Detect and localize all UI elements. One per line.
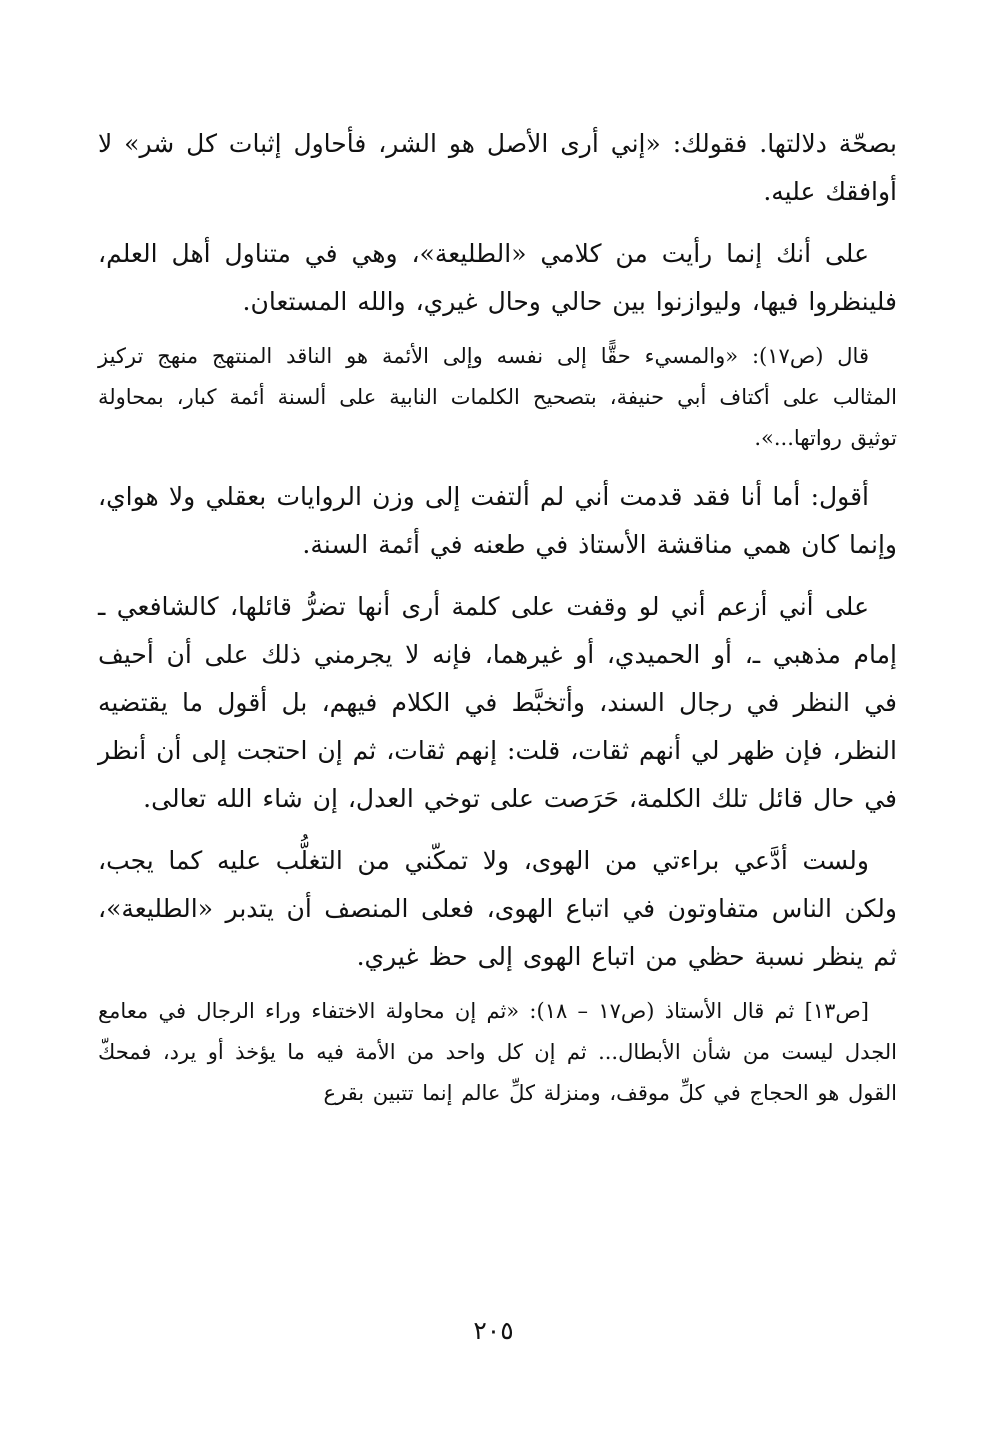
quote-paragraph-7: [ص١٣] ثم قال الأستاذ (ص١٧ – ١٨): «ثم إن محاولة الاختفاء وراء الرجال في معامع الجدل ليست من شأن الأبطال... ثم إن كل واحد من الأمة فيه ما يؤخذ أو يرد، فمحكّ القول هو الحجاج في كلِّ موقف، ومنزلة كلِّ عالم إنما تتبين بقرع xyxy=(98,999,897,1105)
paragraph-6: ولست أدَّعي براءتي من الهوى، ولا تمكّني من التغلُّب عليه كما يجب، ولكن الناس متفاوتون في اتباع الهوى، فعلى المنصف أن يتدبر «الطليعة»، ثم ينظر نسبة حظي من اتباع الهوى إلى حظ غيري. xyxy=(98,846,897,971)
paragraph-4: أقول: أما أنا فقد قدمت أني لم ألتفت إلى وزن الروايات بعقلي ولا هواي، وإنما كان همي مناقشة الأستاذ في طعنه في أئمة السنة. xyxy=(98,482,897,559)
page-body xyxy=(98,120,897,1114)
paragraph-2: على أنك إنما رأيت من كلامي «الطليعة»، وهي في متناول أهل العلم، فلينظروا فيها، وليوازنوا بين حالي وحال غيري، والله المستعان. xyxy=(98,239,897,316)
quote-paragraph-3: قال (ص١٧): «والمسيء حقًّا إلى نفسه وإلى الأئمة هو الناقد المنتهج منهج تركيز المثالب على أكتاف أبي حنيفة، بتصحيح الكلمات النابية على ألسنة أئمة كبار، بمحاولة توثيق رواتها...». xyxy=(98,344,897,450)
page-number: ٢٠٥ xyxy=(473,1316,514,1345)
paragraph-5: على أني أزعم أني لو وقفت على كلمة أرى أنها تضرُّ قائلها، كالشافعي ـ إمام مذهبي ـ، أو الحميدي، أو غيرهما، فإنه لا يجرمني ذلك على أن أحيف في النظر في رجال السند، وأتخبَّط في الكلام فيهم، بل أقول ما يقتضيه النظر، فإن ظهر لي أنهم ثقات، قلت: إنهم ثقات، ثم إن احتجت إلى أن أنظر في حال قائل تلك الكلمة، حَرَصت على توخي العدل، إن شاء الله تعالى. xyxy=(98,592,897,813)
paragraph-1: بصحّة دلالتها. فقولك: «إني أرى الأصل هو الشر، فأحاول إثبات كل شر» لا أوافقك عليه. xyxy=(98,129,897,206)
